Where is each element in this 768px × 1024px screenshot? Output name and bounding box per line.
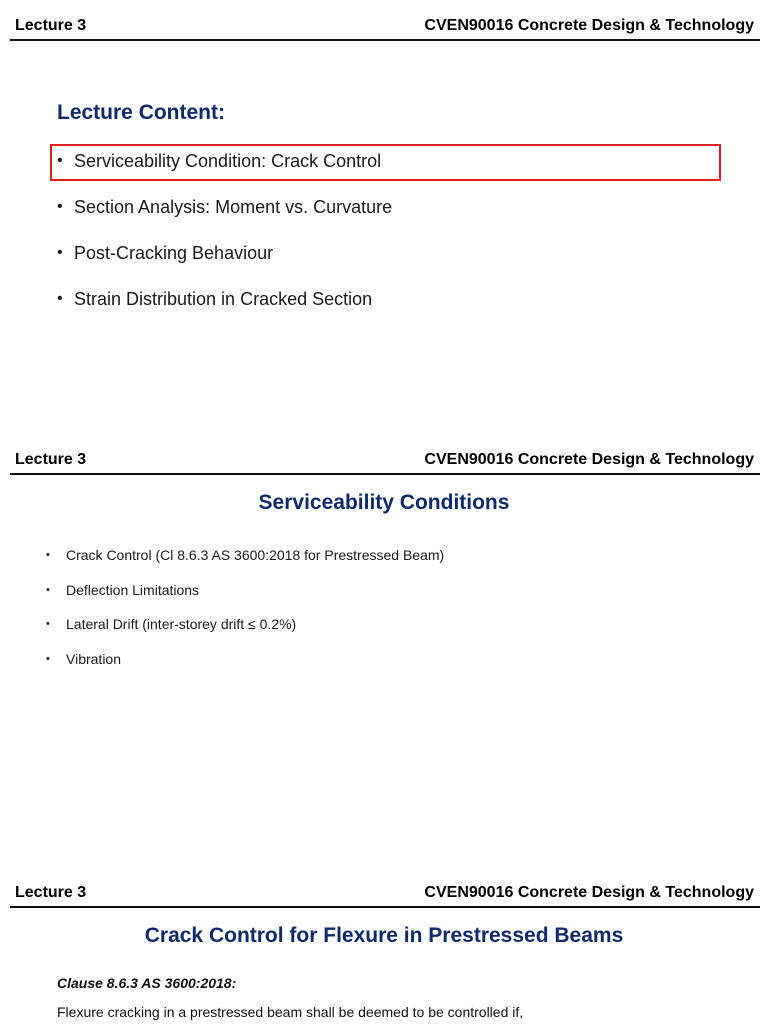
lecture-label: Lecture 3	[15, 17, 87, 34]
slide-header	[0, 16, 768, 46]
bullet-item	[57, 149, 717, 195]
bullet-dot: •	[57, 152, 63, 169]
bullet-text: Crack Control (Cl 8.6.3 AS 3600:2018 for Prestressed Beam)	[66, 547, 445, 563]
bullet-item	[46, 615, 726, 650]
bullet-text: Lateral Drift (inter-storey drift ≤ 0.2%)	[66, 616, 297, 632]
bullet-dot: •	[57, 244, 63, 261]
header-divider	[10, 473, 760, 475]
header-divider	[10, 906, 760, 908]
slide-title: Serviceability Conditions	[258, 491, 510, 514]
course-title: CVEN90016 Concrete Design & Technology	[424, 451, 754, 468]
bullet-text: Section Analysis: Moment vs. Curvature	[74, 197, 393, 217]
lecture-label: Lecture 3	[15, 451, 87, 468]
bullet-item	[57, 287, 717, 333]
bullet-item	[57, 195, 717, 241]
bullet-dot: •	[46, 618, 50, 630]
bullet-list	[46, 546, 726, 684]
slide-crack-control	[0, 867, 768, 1024]
slide-lecture-content	[0, 0, 768, 430]
course-title: CVEN90016 Concrete Design & Technology	[424, 17, 754, 34]
body-text: Flexure cracking in a prestressed beam shall be deemed to be controlled if,	[57, 1004, 524, 1020]
course-title: CVEN90016 Concrete Design & Technology	[424, 884, 754, 901]
bullet-item	[46, 581, 726, 616]
bullet-dot: •	[46, 549, 50, 561]
bullet-text: Vibration	[66, 650, 122, 667]
slide-title: Crack Control for Flexure in Prestressed Beams	[144, 924, 624, 947]
bullet-text: Serviceability Condition: Crack Control	[74, 151, 382, 171]
bullet-item	[46, 546, 726, 581]
bullet-item	[57, 241, 717, 287]
slide-title: Lecture Content:	[57, 101, 225, 124]
bullet-dot: •	[46, 652, 50, 665]
bullet-text: Deflection Limitations	[66, 581, 200, 598]
slide-serviceability-conditions	[0, 434, 768, 864]
lecture-label: Lecture 3	[15, 884, 87, 901]
bullet-text: Post-Cracking Behaviour	[74, 243, 274, 263]
bullet-list	[57, 149, 717, 333]
clause-label: Clause 8.6.3 AS 3600:2018:	[57, 975, 237, 991]
slide-header	[0, 883, 768, 913]
slide-header	[0, 450, 768, 480]
bullet-dot: •	[57, 198, 63, 215]
bullet-dot: •	[46, 583, 50, 596]
bullet-dot: •	[57, 290, 63, 307]
bullet-text: Strain Distribution in Cracked Section	[74, 289, 373, 309]
header-divider	[10, 39, 760, 41]
bullet-item	[46, 650, 726, 685]
